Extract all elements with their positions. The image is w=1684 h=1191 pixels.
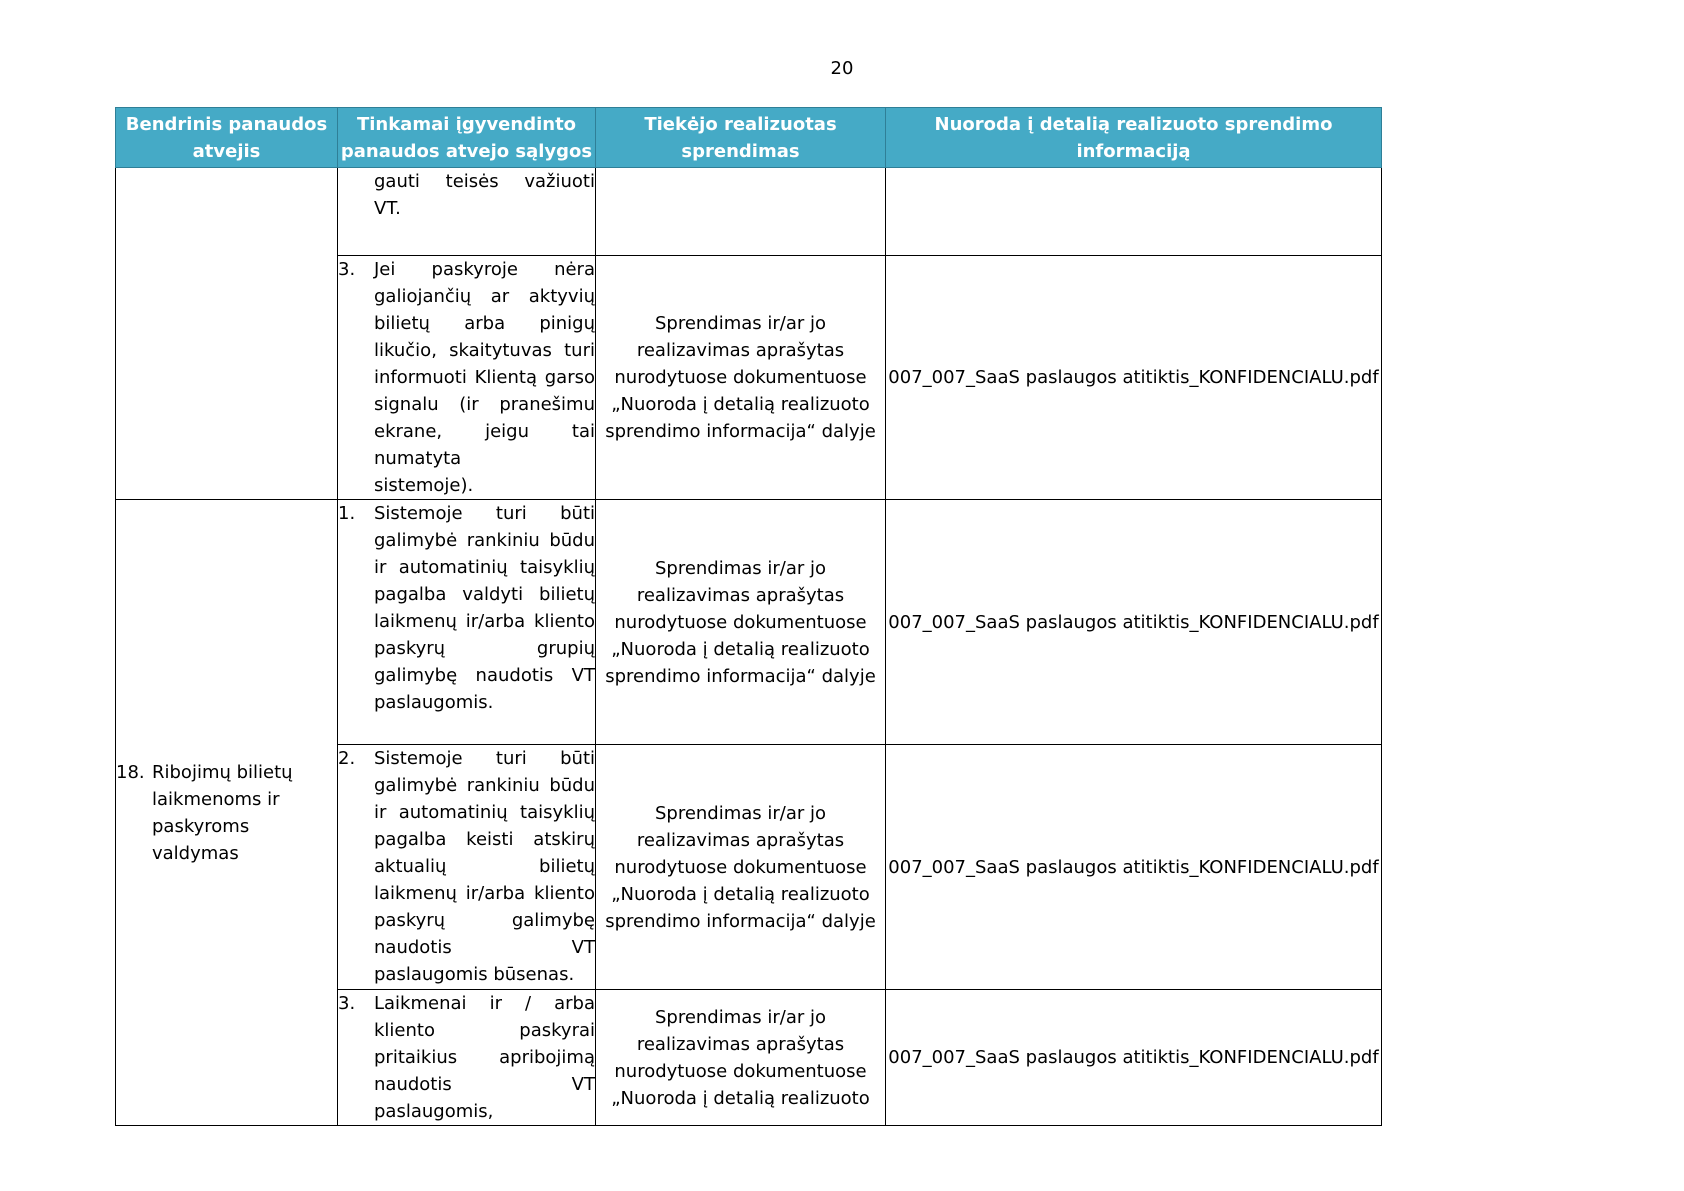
- condition-text: gauti teisės važiuoti VT.: [374, 171, 595, 219]
- header-conditions: Tinkamai įgyvendinto panaudos atvejo sąlygos: [338, 108, 596, 168]
- page-number: 20: [830, 58, 854, 79]
- condition-text: Jei paskyroje nėra galiojančių ar aktyvių bilietų arba pinigų likučio, skaitytuvas turi informuoti Klientą garso signalu (ir pranešimu ekrane, jeigu tai numatyta sistemoje).: [374, 259, 595, 496]
- solution-cell: Sprendimas ir/ar jo realizavimas aprašytas nurodytuose dokumentuose „Nuoroda į detalią realizuoto sprendimo informacija“ dalyje: [596, 500, 886, 745]
- solution-cell: Sprendimas ir/ar jo realizavimas aprašytas nurodytuose dokumentuose „Nuoroda į detalią realizuoto: [596, 990, 886, 1126]
- link-cell: [886, 168, 1382, 256]
- condition-text: Sistemoje turi būti galimybė rankiniu būdu ir automatinių taisyklių pagalba valdyti bilietų laikmenų ir/arba kliento paskyrų grupių galimybę naudotis VT paslaugomis.: [374, 503, 595, 713]
- link-cell: 007_007_SaaS paslaugos atitiktis_KONFIDENCIALU.pdf: [886, 745, 1382, 990]
- condition-text: Sistemoje turi būti galimybė rankiniu būdu ir automatinių taisyklių pagalba keisti atskirų aktualių bilietų laikmenų ir/arba kliento paskyrų galimybę naudotis VT paslaugomis būsenas.: [374, 748, 595, 985]
- condition-cell: [338, 168, 596, 256]
- use-case-cell: [116, 500, 338, 1126]
- header-solution: Tiekėjo realizuotas sprendimas: [596, 108, 886, 168]
- table-row: [116, 500, 1382, 745]
- use-case-number: 18.: [116, 761, 145, 783]
- condition-number: 3.: [338, 259, 356, 280]
- use-case-cell-continued: [116, 168, 338, 500]
- header-link: Nuoroda į detalią realizuoto sprendimo informaciją: [886, 108, 1382, 168]
- use-case-table: [115, 107, 1382, 1126]
- condition-cell: [338, 990, 596, 1126]
- condition-number: 2.: [338, 748, 356, 769]
- solution-cell: Sprendimas ir/ar jo realizavimas aprašytas nurodytuose dokumentuose „Nuoroda į detalią realizuoto sprendimo informacija“ dalyje: [596, 745, 886, 990]
- condition-cell: [338, 500, 596, 745]
- solution-cell: [596, 168, 886, 256]
- condition-number: [338, 168, 374, 222]
- link-cell: 007_007_SaaS paslaugos atitiktis_KONFIDENCIALU.pdf: [886, 500, 1382, 745]
- condition-text: Laikmenai ir / arba kliento paskyrai pritaikius apribojimą naudotis VT paslaugomis,: [374, 993, 595, 1122]
- condition-cell: [338, 745, 596, 990]
- header-use-case: Bendrinis panaudos atvejis: [116, 108, 338, 168]
- table-row: [116, 168, 1382, 256]
- condition-number: 3.: [338, 993, 356, 1014]
- link-cell: 007_007_SaaS paslaugos atitiktis_KONFIDENCIALU.pdf: [886, 256, 1382, 500]
- use-case-title: Ribojimų bilietų laikmenoms ir paskyroms valdymas: [152, 761, 293, 864]
- link-cell: 007_007_SaaS paslaugos atitiktis_KONFIDENCIALU.pdf: [886, 990, 1382, 1126]
- condition-number: 1.: [338, 503, 356, 524]
- table-header-row: [116, 108, 1382, 168]
- solution-cell: Sprendimas ir/ar jo realizavimas aprašytas nurodytuose dokumentuose „Nuoroda į detalią realizuoto sprendimo informacija“ dalyje: [596, 256, 886, 500]
- condition-cell: [338, 256, 596, 500]
